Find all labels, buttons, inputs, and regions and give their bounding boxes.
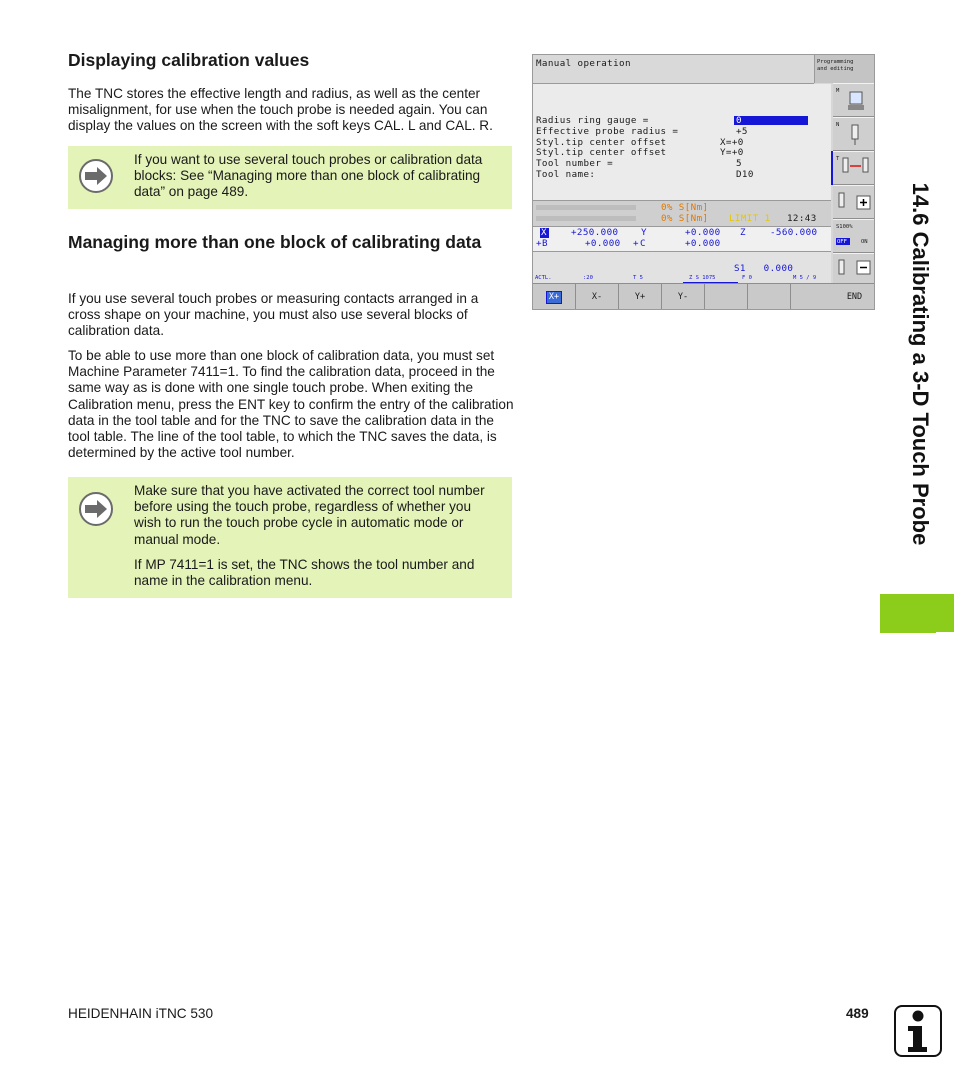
vertical-softkey-plus[interactable]: [833, 185, 875, 219]
status-load-2: 0% S[Nm]: [661, 213, 709, 224]
softkey-empty[interactable]: [705, 284, 748, 310]
axis-rotary-icon: +: [633, 238, 639, 249]
screen-mode-title: Manual operation: [536, 58, 631, 69]
note-box: [68, 146, 512, 209]
clock: 12:43: [787, 213, 817, 224]
vertical-softkey-m[interactable]: [833, 83, 875, 117]
softkey-x-minus[interactable]: X-: [576, 284, 619, 310]
softkey-label: S100%: [836, 224, 853, 230]
spindle-readout: S1 0.000: [734, 263, 794, 274]
softkey-label: M: [836, 88, 840, 94]
field-label: Styl.tip center offset: [536, 147, 667, 158]
probe-minus-icon: [837, 257, 873, 283]
softkey-label: T: [836, 156, 840, 162]
note-text: If MP 7411=1 is set, the TNC shows the tool number and name in the calibration menu.: [134, 557, 475, 589]
note-box: [68, 477, 512, 598]
chapter-side-title: [898, 54, 942, 674]
note-text: Make sure that you have activated the correct tool number before using the touch probe, regardless of whether you wish to run the touch probe cycle in automatic mode or manual mode.: [134, 483, 485, 547]
mode2-label: and editing: [817, 66, 854, 72]
active-indicator: [831, 151, 833, 185]
softkey-y-minus[interactable]: Y-: [662, 284, 705, 310]
footer-manual-title: HEIDENHAIN iTNC 530: [68, 1006, 214, 1021]
axis-value-b: +0.000: [585, 238, 621, 249]
section-heading-displaying: Displaying calibration values: [68, 50, 310, 70]
field-label: Radius ring gauge =: [536, 115, 649, 126]
tool-measure-icon: [841, 156, 873, 182]
vertical-softkey-override[interactable]: [833, 219, 875, 253]
field-label: Effective probe radius =: [536, 126, 679, 137]
softkey-label: X+: [546, 291, 562, 304]
vertical-softkey-minus[interactable]: [833, 253, 875, 284]
body-paragraph: To be able to use more than one block of calibration data, you must set Machine Parameter 7411=1. To find the calibration data, proceed in the same way as is done with one single touch probe. When exiting the Calibration menu, press the ENT key to confirm the entry of the calibration data in the tool table and for the TNC to save the calibration data in the tool table. The line of the tool table, to which the TNC saves the data, is determined by the active tool number.: [68, 348, 514, 461]
axis-value-x: +250.000: [571, 227, 619, 238]
field-label: Styl.tip center offset: [536, 137, 667, 148]
off-label: OFF: [837, 239, 847, 245]
page-number: 489: [846, 1006, 869, 1021]
status-tool: T 5: [633, 275, 643, 281]
axis-label-z: Z: [740, 227, 746, 238]
softkey-empty[interactable]: [748, 284, 791, 310]
field-value: 0: [736, 115, 742, 126]
status-feed: F 0: [742, 275, 752, 281]
field-label: Tool name:: [536, 169, 596, 180]
on-label: ON: [861, 239, 868, 245]
machine-icon: [847, 90, 865, 112]
field-value: 5: [736, 158, 742, 169]
axis-label-x: X: [541, 227, 547, 238]
softkey-label: N: [836, 122, 840, 128]
axis-value-z: -560.000: [770, 227, 818, 238]
axis-rotary-icon: +: [536, 238, 542, 249]
status-spindle: Z S 1075: [689, 275, 716, 281]
load-bar: [536, 205, 636, 210]
axis-value-c: +0.000: [685, 238, 721, 249]
field-value: X=+0: [720, 137, 744, 148]
axis-value-y: +0.000: [685, 227, 721, 238]
chapter-tab: [880, 594, 954, 632]
section-heading-managing: Managing more than one block of calibrating data: [68, 232, 482, 252]
vertical-softkey-n[interactable]: [833, 117, 875, 151]
mode2-label: Programming: [817, 59, 854, 65]
chapter-tab-line: [880, 631, 936, 633]
status-feed-override: :20: [583, 275, 593, 281]
status-load-1: 0% S[Nm]: [661, 202, 709, 213]
axis-label-b: B: [542, 238, 548, 249]
field-value: D10: [736, 169, 754, 180]
tnc-screen: [532, 54, 875, 310]
vertical-softkey-t[interactable]: [833, 151, 875, 185]
field-value: +5: [736, 126, 748, 137]
axis-label-c: C: [640, 238, 646, 249]
axis-label-y: Y: [641, 227, 647, 238]
limit-label: LIMIT 1: [729, 213, 771, 224]
body-paragraph: If you use several touch probes or measuring contacts arranged in a cross shape on your machine, you must also use several blocks of calibration data.: [68, 291, 479, 339]
field-value: Y=+0: [720, 147, 744, 158]
arrow-right-icon: [78, 158, 114, 194]
softkey-y-plus[interactable]: Y+: [619, 284, 662, 310]
load-bar: [536, 216, 636, 221]
softkey-x-plus[interactable]: [533, 284, 576, 310]
body-paragraph: The TNC stores the effective length and radius, as well as the center misalignment, for use when the touch probe is needed again. You can display the values on the screen with the soft keys CAL. L and CAL. R.: [68, 86, 493, 134]
chapter-title-text: 14.6 Calibrating a 3-D Touch Probe: [908, 182, 933, 546]
field-label: Tool number =: [536, 158, 614, 169]
status-actl: ACTL.: [535, 275, 552, 281]
softkey-empty[interactable]: [791, 284, 834, 310]
arrow-right-icon: [78, 491, 114, 527]
status-mfunctions: M 5 / 9: [793, 275, 817, 281]
probe-icon: [847, 124, 863, 146]
probe-plus-icon: [837, 190, 873, 216]
field-input-highlight[interactable]: [734, 116, 808, 125]
softkey-end[interactable]: END: [833, 284, 875, 310]
info-icon: [894, 1005, 942, 1057]
note-text: If you want to use several touch probes or calibration data blocks: See “Managing more than one block of calibrating data” on page 489.: [134, 152, 483, 200]
